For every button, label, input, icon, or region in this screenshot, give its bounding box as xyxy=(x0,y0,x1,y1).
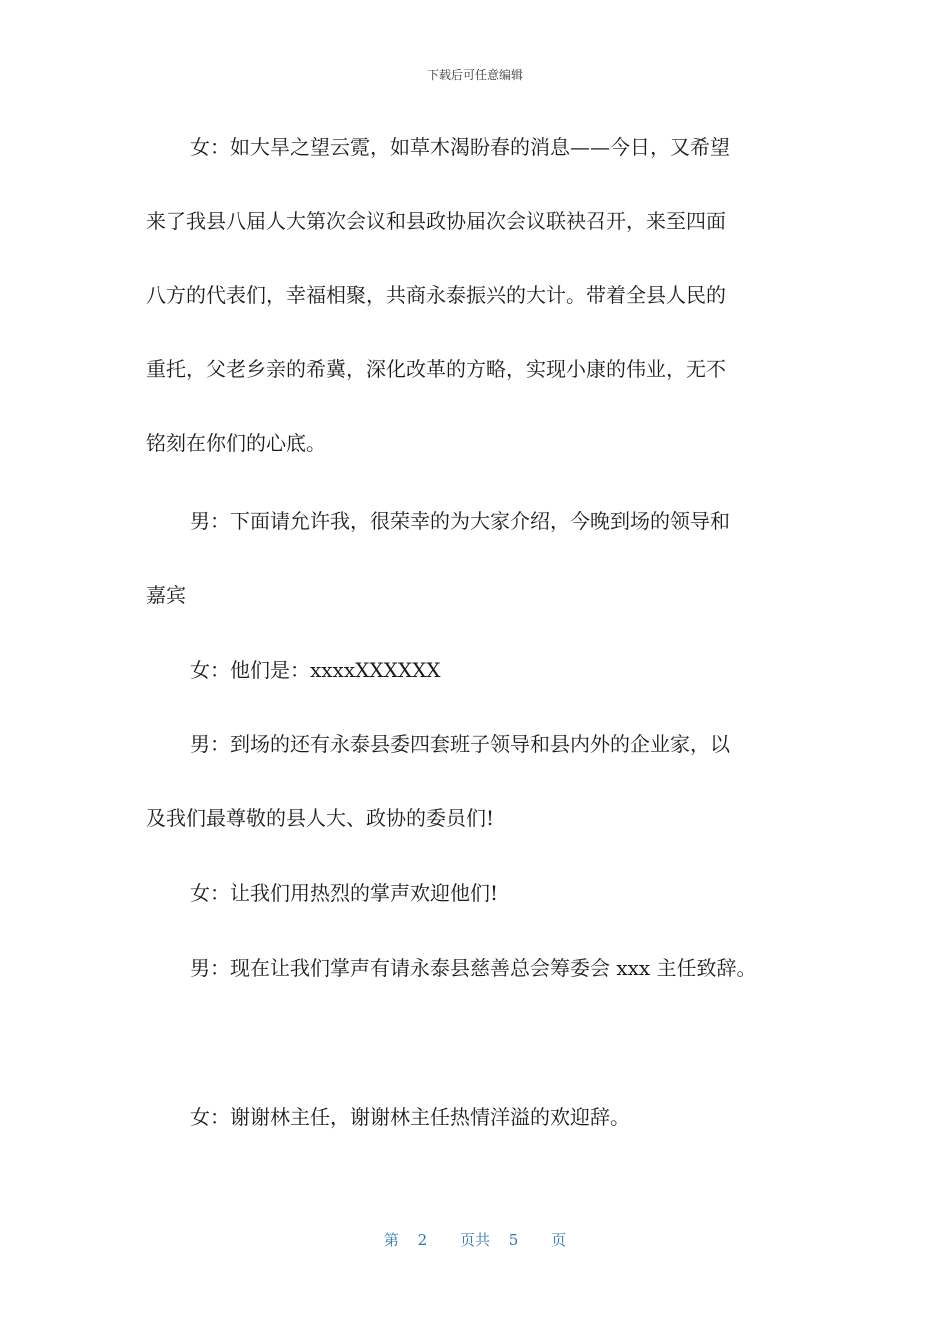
paragraph-6 xyxy=(146,931,806,1005)
paragraph-line: 铭刻在你们的心底。 xyxy=(146,431,326,455)
paragraph-line: 来了我县八届人大第次会议和县政协届次会议联袂召开，来至四面 xyxy=(146,209,726,233)
paragraph-line: 女：如大旱之望云霓，如草木渴盼春的消息——今日，又希望 xyxy=(190,135,730,159)
page-footer xyxy=(0,1229,950,1250)
paragraph-line: 及我们最尊敬的县人大、政协的委员们! xyxy=(146,806,495,830)
paragraph-5 xyxy=(146,856,806,930)
page-header: 下载后可任意编辑 xyxy=(426,68,523,82)
footer-page-number: 2 xyxy=(417,1231,428,1249)
paragraph-line: 重托，父老乡亲的希冀，深化改革的方略，实现小康的伟业，无不 xyxy=(146,357,726,381)
footer-prefix: 第 xyxy=(383,1231,399,1249)
paragraph-line: 女：他们是：xxxxXXXXXX xyxy=(190,658,441,682)
paragraph-line: 女：让我们用热烈的掌声欢迎他们! xyxy=(190,881,499,905)
paragraph-7 xyxy=(146,1080,806,1154)
paragraph-1 xyxy=(146,110,806,480)
paragraph-line: 八方的代表们，幸福相聚，共商永泰振兴的大计。带着全县人民的 xyxy=(146,283,726,307)
paragraph-2 xyxy=(146,484,806,632)
paragraph-line: 嘉宾 xyxy=(146,583,186,607)
paragraph-line: 女：谢谢林主任，谢谢林主任热情洋溢的欢迎辞。 xyxy=(190,1105,630,1129)
footer-total-pages: 5 xyxy=(508,1231,519,1249)
paragraph-4 xyxy=(146,707,806,855)
footer-suffix: 页 xyxy=(551,1231,567,1249)
paragraph-line: 男：下面请允许我，很荣幸的为大家介绍，今晚到场的领导和 xyxy=(190,509,730,533)
paragraph-3 xyxy=(146,633,806,707)
paragraph-line: 男：现在让我们掌声有请永泰县慈善总会筹委会 xxx 主任致辞。 xyxy=(190,956,757,980)
footer-middle: 页共 xyxy=(459,1231,490,1249)
paragraph-line: 男：到场的还有永泰县委四套班子领导和县内外的企业家，以 xyxy=(190,732,730,756)
